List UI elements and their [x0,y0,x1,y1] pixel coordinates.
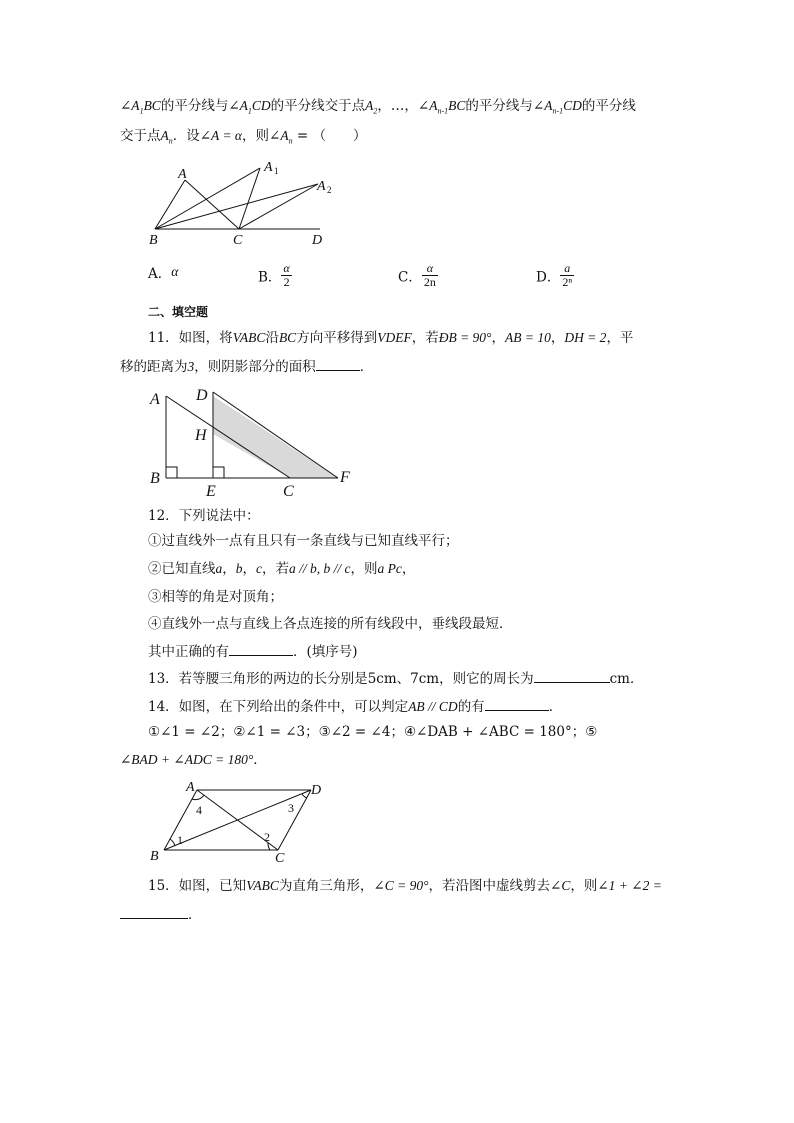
q11-line1: 11．如图，将VABC沿BC方向平移得到VDEF，若ÐB = 90°，AB = 10，DH = 2，平 [148,330,634,346]
q11-label-d: D [196,387,208,404]
q10-label-b: B [149,233,158,248]
q10-option-c[interactable]: C． $\frac{\alpha}{2n}$ [398,261,436,289]
q14-line1: 14．如图，在下列给出的条件中，可以判定AB // CD的有 ． [148,696,562,717]
q13-line: 13．若等腰三角形的两边的长分别是5cm、7cm，则它的周长为 cm． [148,668,643,689]
line-ba1 [155,168,260,229]
q12-ending: 其中正确的有 ．(填序号) [148,641,358,662]
q10-option-a[interactable]: A．α [148,264,179,282]
q14-label-d: D [311,783,322,798]
q11-label-h: H [195,427,207,444]
q12-answer-blank[interactable] [229,641,293,656]
q10-option-d[interactable]: D． $\frac{a}{\text{2ⁿ}}$ [536,261,573,289]
q10-line2: 交于点$A_n$．设∠A = α，则$\angle A_n$ = （ ） [120,128,367,146]
section-title: 二、填空题 [148,305,209,319]
line-ba2 [155,184,318,229]
q10-label-a2: A [317,179,326,194]
angle-arc-3 [302,794,307,798]
q14-angle-4: 4 [196,803,202,817]
q10-line1: $\angle A_1BC$的平分线与$\angle A_1CD$的平分线交于点$A_2$，…，$\angle A_{n-1}BC$的平分线与$\angle A_{n-1}CD$的平分线 [120,98,636,116]
q11-label-e: E [206,483,216,500]
line-bd [164,790,311,850]
q14-label-c: C [275,851,285,866]
q11-label-b: B [150,470,160,487]
line-a2c [239,184,318,229]
svg-text:2: 2 [327,185,332,195]
q14-answer-blank[interactable] [485,696,549,711]
q14-angle-2: 2 [264,830,270,844]
line-dc [278,790,311,850]
q14-conditions: ①∠1 = ∠2；②∠1 = ∠3；③∠2 = ∠4；④∠DAB + ∠ABC = 180°；⑤ [148,724,598,740]
q12-item1: ①过直线外一点有且只有一条直线与已知直线平行； [148,533,459,549]
q15-line1: 15．如图，已知VABC为直角三角形，∠C = 90°，若沿图中虚线剪去∠C，则∠1 + ∠2 = [148,878,662,894]
q12-item2: ②已知直线a，b，c，若a // b, b // c，则a Pc， [148,561,416,577]
q12-item4: ④直线外一点与直线上各点连接的所有线段中，垂线段最短． [148,616,513,632]
q14-angle-3: 3 [288,801,294,815]
q11-line2: 移的距离为3，则阴影部分的面积 ． [120,356,373,377]
right-angle-e [213,467,224,478]
line-ac [185,180,239,229]
q15-line2: ． [120,904,202,925]
q11-label-a: A [150,391,160,408]
q11-answer-blank[interactable] [316,356,360,371]
q10-option-b[interactable]: B． $\frac{\alpha}{2}$ [258,261,290,289]
q12-intro: 12．下列说法中： [148,508,260,524]
line-a1c [239,168,260,229]
q11-figure [146,384,366,500]
q11-label-f: F [340,469,350,486]
q12-item3: ③相等的角是对顶角； [148,589,283,605]
right-angle-b [166,467,177,478]
q15-answer-blank[interactable] [120,904,188,919]
q10-label-c: C [233,233,243,248]
q11-label-c: C [283,483,294,500]
q10-label-d: D [312,233,323,248]
q14-figure [144,778,334,868]
q14-angle-1: 1 [177,833,183,847]
q14-label-a: A [186,780,195,795]
q10-label-a1: A [264,160,273,175]
svg-text:1: 1 [274,166,279,176]
q13-answer-blank[interactable] [534,668,610,683]
q10-label-a: A [178,167,187,182]
q10-figure [140,156,340,252]
angle-arc-1 [170,839,175,846]
q14-label-b: B [150,849,159,864]
q14-condition5: ∠BAD + ∠ADC = 180°． [120,752,267,768]
